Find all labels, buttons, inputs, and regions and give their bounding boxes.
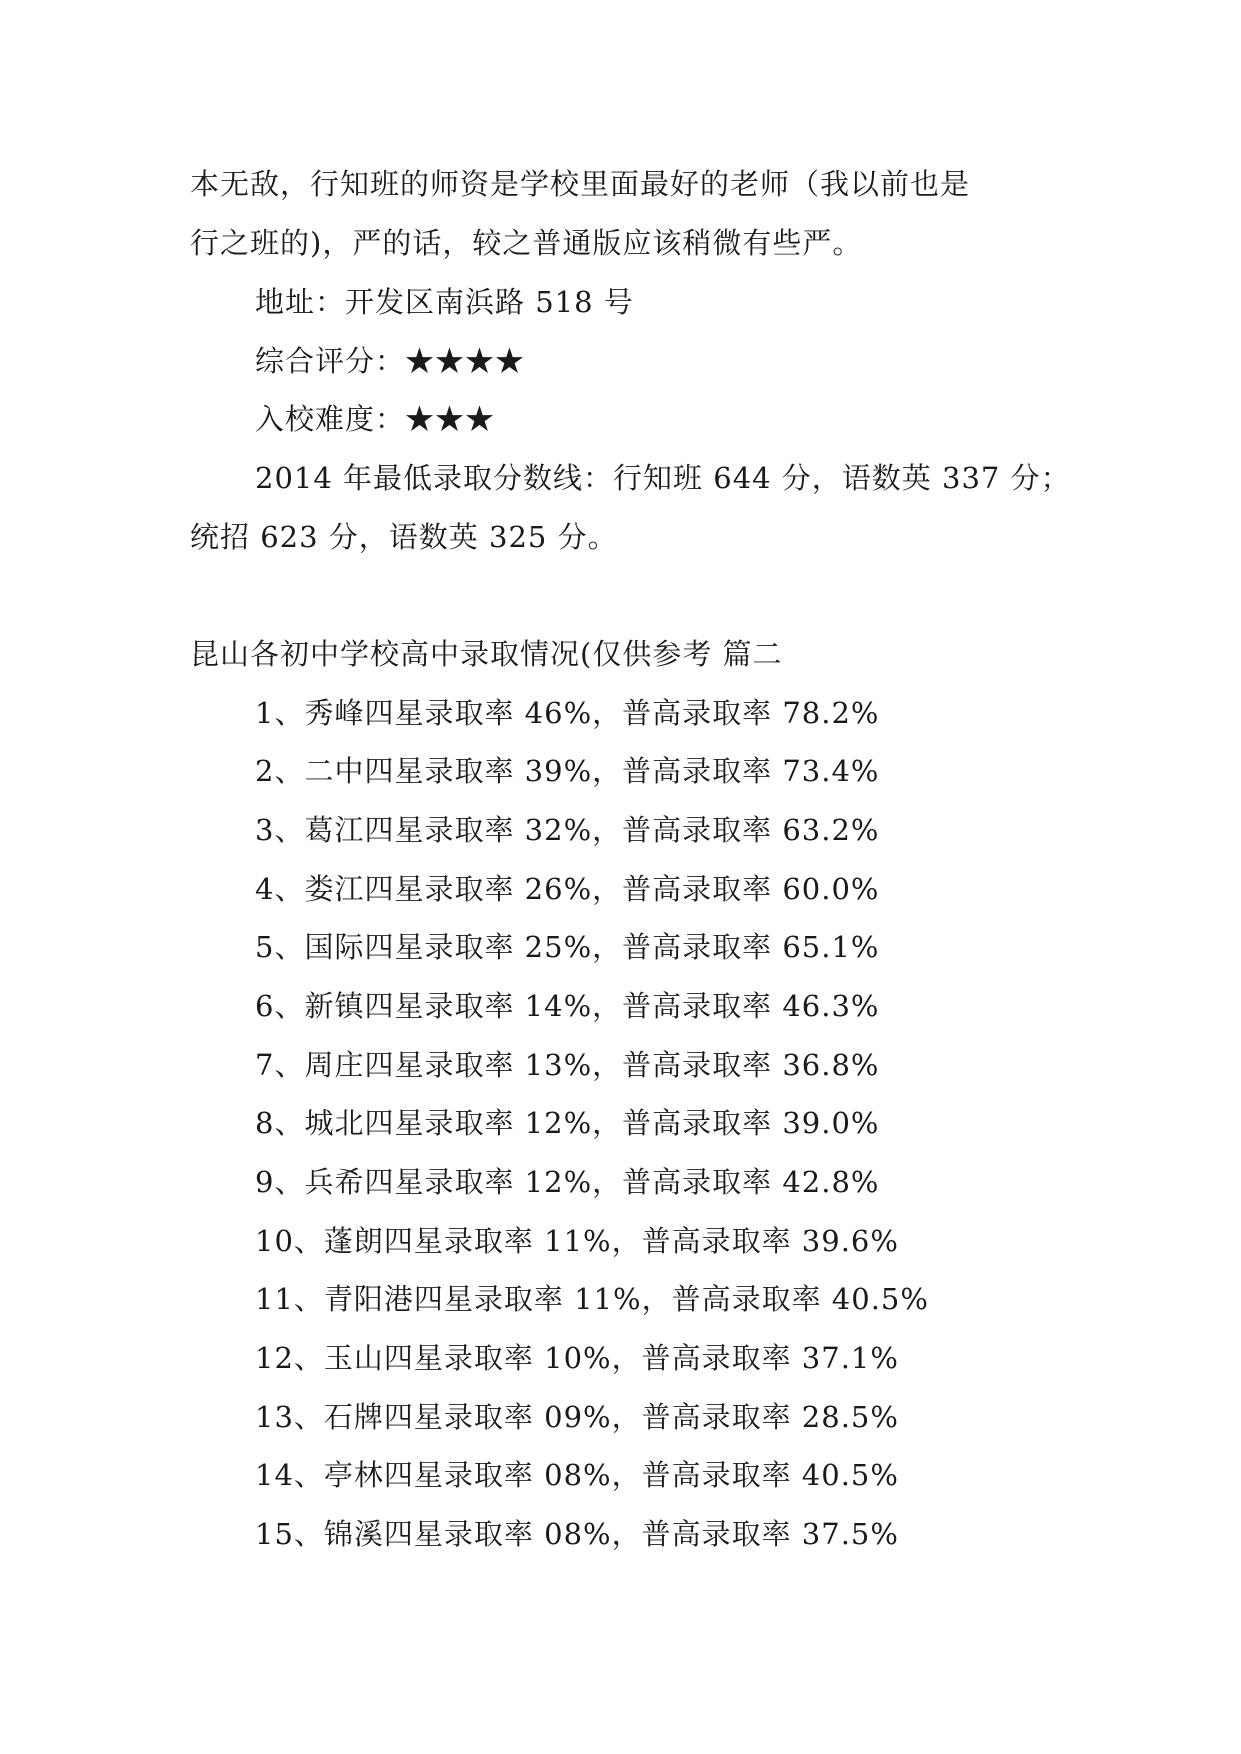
- list-item: 1、秀峰四星录取率 46%，普高录取率 78.2%: [255, 696, 880, 730]
- list-item: 10、蓬朗四星录取率 11%，普高录取率 39.6%: [255, 1224, 899, 1258]
- list-item: 8、城北四星录取率 12%，普高录取率 39.0%: [255, 1106, 880, 1140]
- intro-line-1: 本无敌，行知班的师资是学校里面最好的老师（我以前也是: [190, 167, 971, 201]
- list-item: 6、新镇四星录取率 14%，普高录取率 46.3%: [255, 989, 880, 1023]
- list-item: 2、二中四星录取率 39%，普高录取率 73.4%: [255, 754, 880, 788]
- admission-difficulty-line: 入校难度：★★★: [255, 402, 496, 436]
- list-item: 9、兵希四星录取率 12%，普高录取率 42.8%: [255, 1165, 880, 1199]
- list-item: 14、亭林四星录取率 08%，普高录取率 40.5%: [255, 1458, 899, 1492]
- overall-rating-line: 综合评分：★★★★: [255, 344, 526, 378]
- list-item: 3、葛江四星录取率 32%，普高录取率 63.2%: [255, 813, 880, 847]
- address-line: 地址：开发区南浜路 518 号: [255, 285, 634, 319]
- list-item: 12、玉山四星录取率 10%，普高录取率 37.1%: [255, 1341, 899, 1375]
- list-item: 13、石牌四星录取率 09%，普高录取率 28.5%: [255, 1400, 899, 1434]
- score-line-2: 统招 623 分，语数英 325 分。: [190, 520, 618, 554]
- score-line-1: 2014 年最低录取分数线：行知班 644 分，语数英 337 分；: [255, 461, 1071, 495]
- list-item: 7、周庄四星录取率 13%，普高录取率 36.8%: [255, 1048, 880, 1082]
- list-item: 4、娄江四星录取率 26%，普高录取率 60.0%: [255, 872, 880, 906]
- list-item: 11、青阳港四星录取率 11%，普高录取率 40.5%: [255, 1282, 929, 1316]
- list-item: 5、国际四星录取率 25%，普高录取率 65.1%: [255, 930, 880, 964]
- intro-line-2: 行之班的)，严的话，较之普通版应该稍微有些严。: [190, 226, 863, 260]
- list-item: 15、锦溪四星录取率 08%，普高录取率 37.5%: [255, 1517, 899, 1551]
- section-title: 昆山各初中学校高中录取情况(仅供参考 篇二: [190, 637, 783, 671]
